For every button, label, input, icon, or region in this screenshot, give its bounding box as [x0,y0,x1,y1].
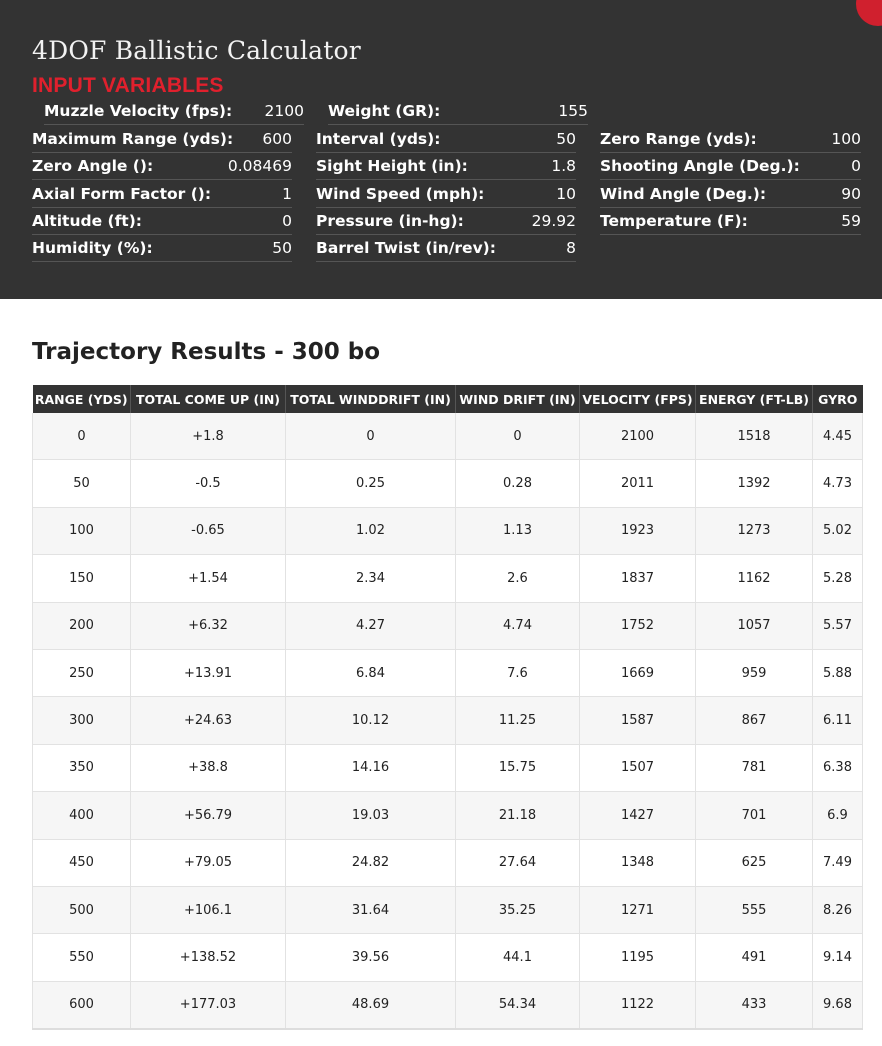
cell-total-winddrift: 31.64 [286,886,456,933]
table-row [33,555,863,602]
cell-gyro: 9.68 [813,981,863,1029]
cell-velocity: 2011 [580,460,696,507]
cell-range: 150 [33,555,131,602]
column-header-energy[interactable]: ENERGY (FT-LB) [696,385,813,413]
cell-total-winddrift: 4.27 [286,602,456,649]
column-header-total-come-up[interactable]: TOTAL COME UP (IN) [131,385,286,413]
humidity-label: Humidity (%): [32,238,153,257]
cell-gyro: 6.9 [813,792,863,839]
cell-range: 400 [33,792,131,839]
cell-velocity: 1271 [580,886,696,933]
cell-gyro: 7.49 [813,839,863,886]
humidity-value: 50 [272,238,292,257]
table-row [33,839,863,886]
sight-height-field [316,153,576,180]
interval-value: 50 [556,129,576,148]
cell-total-winddrift: 24.82 [286,839,456,886]
altitude-label: Altitude (ft): [32,211,142,230]
table-row [33,697,863,744]
wind-angle-value: 90 [841,184,861,203]
input-variables-grid [0,98,882,268]
column-header-range[interactable]: RANGE (YDS) [33,385,131,413]
cell-energy: 867 [696,697,813,744]
cell-velocity: 1837 [580,555,696,602]
cell-total-come-up: -0.5 [131,460,286,507]
cell-gyro: 6.38 [813,744,863,791]
cell-total-come-up: +106.1 [131,886,286,933]
wind-angle-field [600,181,861,208]
pressure-field [316,208,576,235]
cell-energy: 1392 [696,460,813,507]
cell-wind-drift: 4.74 [456,602,580,649]
cell-energy: 1273 [696,507,813,554]
barrel-twist-value: 8 [566,238,576,257]
cell-energy: 555 [696,886,813,933]
cell-range: 550 [33,934,131,981]
cell-range: 250 [33,649,131,696]
cell-velocity: 1507 [580,744,696,791]
table-row [33,934,863,981]
pressure-value: 29.92 [531,211,576,230]
cell-total-come-up: +177.03 [131,981,286,1029]
cell-total-winddrift: 0 [286,413,456,460]
temperature-field [600,208,861,235]
cell-total-come-up: +79.05 [131,839,286,886]
muzzle-velocity-label: Muzzle Velocity (fps): [44,101,233,120]
results-title: Trajectory Results - 300 bo [32,339,381,365]
cell-total-winddrift: 39.56 [286,934,456,981]
wind-speed-value: 10 [556,184,576,203]
cell-wind-drift: 0 [456,413,580,460]
cell-energy: 781 [696,744,813,791]
cell-gyro: 4.45 [813,413,863,460]
cell-gyro: 4.73 [813,460,863,507]
cell-energy: 491 [696,934,813,981]
cell-gyro: 5.02 [813,507,863,554]
barrel-twist-label: Barrel Twist (in/rev): [316,238,496,257]
muzzle-velocity-value: 2100 [264,101,304,120]
cell-wind-drift: 2.6 [456,555,580,602]
cell-gyro: 9.14 [813,934,863,981]
app-title: 4DOF Ballistic Calculator [32,36,361,65]
cell-energy: 433 [696,981,813,1029]
cell-velocity: 1348 [580,839,696,886]
zero-range-field [600,126,861,153]
pressure-label: Pressure (in-hg): [316,211,464,230]
cell-range: 100 [33,507,131,554]
muzzle-velocity-field [44,98,304,125]
cell-range: 350 [33,744,131,791]
cell-total-come-up: +56.79 [131,792,286,839]
cell-wind-drift: 44.1 [456,934,580,981]
cell-total-come-up: +38.8 [131,744,286,791]
zero-angle-field [32,153,292,180]
table-body [33,413,863,1029]
axial-form-factor-label: Axial Form Factor (): [32,184,212,203]
table-row [33,413,863,460]
table-row [33,981,863,1029]
shooting-angle-label: Shooting Angle (Deg.): [600,156,800,175]
cell-total-come-up: +6.32 [131,602,286,649]
sight-height-value: 1.8 [551,156,576,175]
cell-velocity: 1427 [580,792,696,839]
cell-wind-drift: 21.18 [456,792,580,839]
cell-wind-drift: 0.28 [456,460,580,507]
cell-total-winddrift: 10.12 [286,697,456,744]
sight-height-label: Sight Height (in): [316,156,468,175]
cell-velocity: 1752 [580,602,696,649]
altitude-field [32,208,292,235]
cell-range: 200 [33,602,131,649]
cell-velocity: 1195 [580,934,696,981]
column-header-wind-drift[interactable]: WIND DRIFT (IN) [456,385,580,413]
cell-total-come-up: +13.91 [131,649,286,696]
weight-field [328,98,588,125]
zero-range-label: Zero Range (yds): [600,129,757,148]
cell-gyro: 8.26 [813,886,863,933]
interval-field [316,126,576,153]
temperature-label: Temperature (F): [600,211,748,230]
humidity-field [32,235,292,262]
cell-wind-drift: 15.75 [456,744,580,791]
cell-energy: 1162 [696,555,813,602]
axial-form-factor-value: 1 [282,184,292,203]
cell-energy: 701 [696,792,813,839]
wind-angle-label: Wind Angle (Deg.): [600,184,767,203]
cell-wind-drift: 27.64 [456,839,580,886]
cell-total-winddrift: 0.25 [286,460,456,507]
cell-wind-drift: 1.13 [456,507,580,554]
shooting-angle-field [600,153,861,180]
cell-total-winddrift: 19.03 [286,792,456,839]
zero-angle-label: Zero Angle (): [32,156,154,175]
corner-badge[interactable] [856,0,882,26]
cell-wind-drift: 54.34 [456,981,580,1029]
zero-range-value: 100 [831,129,861,148]
table-row [33,744,863,791]
table-row [33,602,863,649]
zero-angle-value: 0.08469 [227,156,292,175]
cell-gyro: 6.11 [813,697,863,744]
cell-total-winddrift: 48.69 [286,981,456,1029]
cell-energy: 625 [696,839,813,886]
cell-total-come-up: +24.63 [131,697,286,744]
table-row [33,886,863,933]
cell-total-come-up: +138.52 [131,934,286,981]
cell-gyro: 5.88 [813,649,863,696]
cell-total-come-up: +1.8 [131,413,286,460]
cell-range: 50 [33,460,131,507]
interval-label: Interval (yds): [316,129,441,148]
weight-value: 155 [558,101,588,120]
maximum-range-label: Maximum Range (yds): [32,129,234,148]
cell-range: 0 [33,413,131,460]
cell-wind-drift: 11.25 [456,697,580,744]
cell-range: 450 [33,839,131,886]
cell-total-come-up: -0.65 [131,507,286,554]
cell-total-winddrift: 2.34 [286,555,456,602]
cell-wind-drift: 35.25 [456,886,580,933]
cell-energy: 1518 [696,413,813,460]
cell-energy: 959 [696,649,813,696]
input-panel [0,0,882,299]
cell-wind-drift: 7.6 [456,649,580,696]
cell-velocity: 1923 [580,507,696,554]
maximum-range-value: 600 [262,129,292,148]
cell-range: 600 [33,981,131,1029]
table-row [33,792,863,839]
table-row [33,507,863,554]
wind-speed-field [316,181,576,208]
table-row [33,460,863,507]
cell-velocity: 1587 [580,697,696,744]
cell-velocity: 1669 [580,649,696,696]
maximum-range-field [32,126,292,153]
cell-range: 500 [33,886,131,933]
cell-energy: 1057 [696,602,813,649]
cell-velocity: 1122 [580,981,696,1029]
column-header-gyro[interactable]: GYRO [813,385,863,413]
column-header-velocity[interactable]: VELOCITY (FPS) [580,385,696,413]
table-row [33,649,863,696]
weight-label: Weight (GR): [328,101,441,120]
input-variables-heading: INPUT VARIABLES [32,74,224,97]
shooting-angle-value: 0 [851,156,861,175]
cell-total-winddrift: 1.02 [286,507,456,554]
column-header-total-winddrift[interactable]: TOTAL WINDDRIFT (IN) [286,385,456,413]
axial-form-factor-field [32,181,292,208]
wind-speed-label: Wind Speed (mph): [316,184,485,203]
barrel-twist-field [316,235,576,262]
cell-total-winddrift: 14.16 [286,744,456,791]
cell-range: 300 [33,697,131,744]
cell-gyro: 5.28 [813,555,863,602]
table-header-row [33,385,863,413]
trajectory-results-table [32,385,863,1030]
cell-gyro: 5.57 [813,602,863,649]
altitude-value: 0 [282,211,292,230]
cell-total-winddrift: 6.84 [286,649,456,696]
cell-velocity: 2100 [580,413,696,460]
cell-total-come-up: +1.54 [131,555,286,602]
temperature-value: 59 [841,211,861,230]
